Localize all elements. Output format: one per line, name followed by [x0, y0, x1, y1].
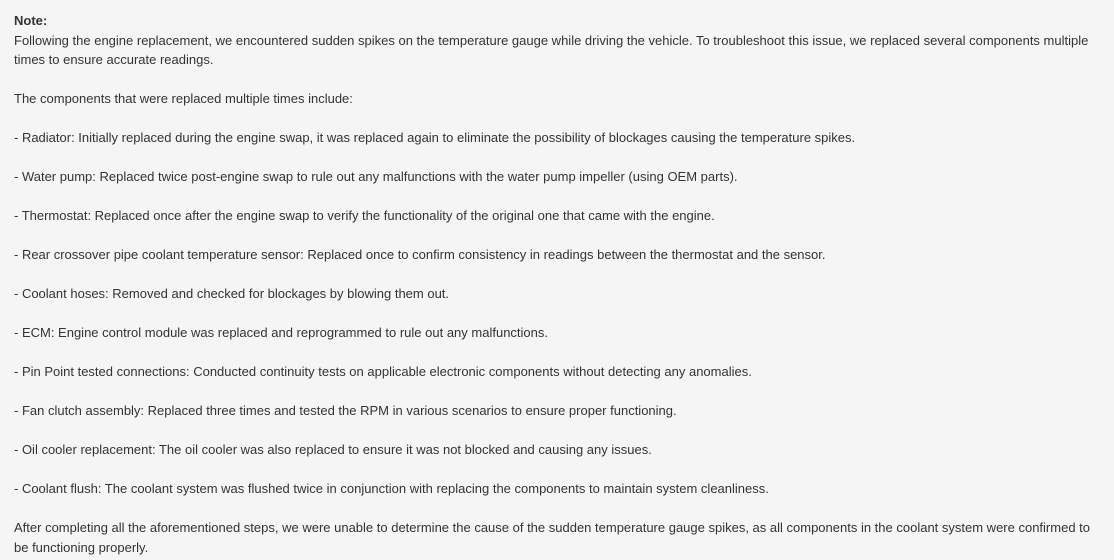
- list-item-coolant-flush: - Coolant flush: The coolant system was flushed twice in conjunction with replacing the components to maintain system cleanliness.: [14, 481, 769, 496]
- list-item-ecm: - ECM: Engine control module was replaced and reprogrammed to rule out any malfunctions.: [14, 325, 548, 340]
- list-item-pin-point-tests: - Pin Point tested connections: Conducted continuity tests on applicable electronic components without detecting any anomalies.: [14, 364, 752, 379]
- note-title: Note:: [14, 13, 48, 28]
- list-item-water-pump: - Water pump: Replaced twice post-engine swap to rule out any malfunctions with the water pump impeller (using OEM parts).: [14, 169, 738, 184]
- note-intro: Following the engine replacement, we encountered sudden spikes on the temperature gauge while driving the vehicle. To troubleshoot this issue, we replaced several components multiple times to ensure accurate readings.: [14, 32, 1089, 67]
- list-item-fan-clutch: - Fan clutch assembly: Replaced three times and tested the RPM in various scenarios to ensure proper functioning.: [14, 403, 677, 418]
- note-conclusion: After completing all the aforementioned steps, we were unable to determine the cause of the sudden temperature gauge spikes, as all components in the coolant system were confirmed to be functioning properly.: [14, 520, 1090, 555]
- list-item-oil-cooler: - Oil cooler replacement: The oil cooler was also replaced to ensure it was not blocked and causing any issues.: [14, 442, 652, 457]
- list-item-temperature-sensor: - Rear crossover pipe coolant temperature sensor: Replaced once to confirm consistency in readings between the thermostat and the sensor.: [14, 247, 826, 262]
- components-heading: The components that were replaced multiple times include:: [14, 91, 353, 106]
- list-item-radiator: - Radiator: Initially replaced during the engine swap, it was replaced again to eliminate the possibility of blockages causing the temperature spikes.: [14, 130, 856, 145]
- list-item-thermostat: - Thermostat: Replaced once after the engine swap to verify the functionality of the original one that came with the engine.: [14, 208, 715, 223]
- list-item-coolant-hoses: - Coolant hoses: Removed and checked for blockages by blowing them out.: [14, 286, 450, 301]
